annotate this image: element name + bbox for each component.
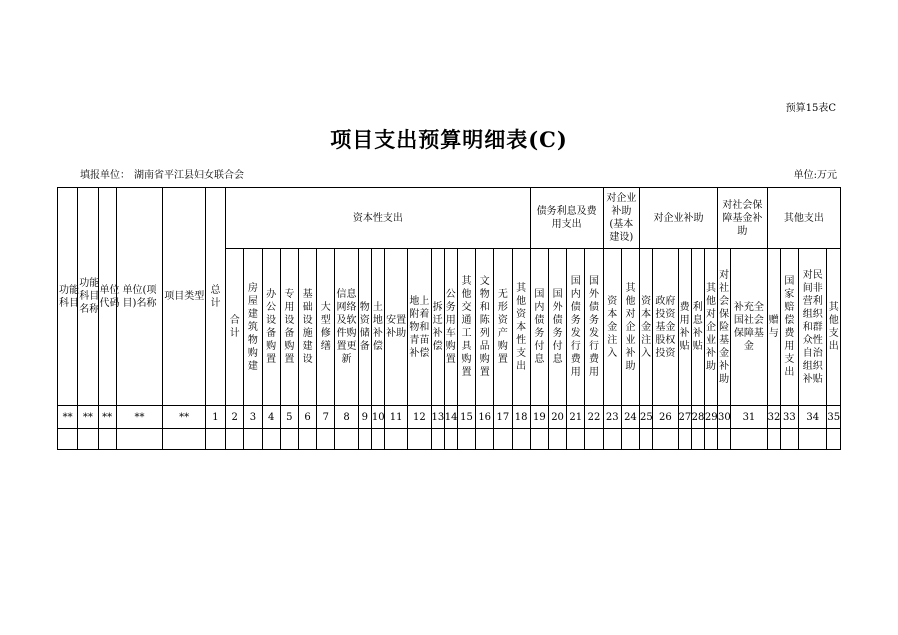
header-cell: 其他对企业补助 xyxy=(621,249,639,406)
empty-cell xyxy=(457,429,475,450)
empty-cell xyxy=(371,429,384,450)
header-cell: 拆迁补偿 xyxy=(431,249,444,406)
group-header: 债务利息及费用支出 xyxy=(530,188,603,249)
column-number-cell: 34 xyxy=(799,406,827,429)
column-number-cell: 26 xyxy=(653,406,678,429)
empty-cell xyxy=(494,429,512,450)
empty-cell xyxy=(704,429,717,450)
column-number-cell: 19 xyxy=(530,406,548,429)
header-cell: 无形资产购置 xyxy=(494,249,512,406)
empty-cell xyxy=(116,429,163,450)
column-number-cell: 27 xyxy=(678,406,691,429)
header-cell: 总计 xyxy=(205,188,225,406)
column-number-cell: ** xyxy=(116,406,163,429)
header-cell: 单位代码 xyxy=(98,188,116,406)
empty-cell xyxy=(226,429,244,450)
header-cell: 项目类型 xyxy=(163,188,206,406)
empty-cell xyxy=(358,429,371,450)
empty-cell xyxy=(718,429,731,450)
header-cell: 国外债务付息 xyxy=(548,249,566,406)
header-cell: 国内债务付息 xyxy=(530,249,548,406)
column-number-cell: 12 xyxy=(408,406,431,429)
column-number-cell: 28 xyxy=(691,406,704,429)
empty-cell xyxy=(408,429,431,450)
empty-cell xyxy=(621,429,639,450)
header-cell: 基础设施建设 xyxy=(298,249,316,406)
filler-name: 湖南省平江县妇女联合会 xyxy=(134,170,244,181)
header-cell: 资本金注入 xyxy=(640,249,653,406)
header-cell: 大型修缮 xyxy=(317,249,335,406)
empty-cell xyxy=(298,429,316,450)
header-cell: 信息网络及软件购置更新 xyxy=(335,249,358,406)
column-number-cell: 23 xyxy=(603,406,621,429)
header-cell: 政府投资基金股权投资 xyxy=(653,249,678,406)
empty-cell xyxy=(530,429,548,450)
empty-cell xyxy=(205,429,225,450)
empty-cell xyxy=(548,429,566,450)
header-row-groups xyxy=(58,188,841,249)
column-number-row xyxy=(58,406,841,429)
group-header: 对企业补助(基本建设) xyxy=(603,188,639,249)
group-header: 其他支出 xyxy=(767,188,840,249)
header-cell: 利息补贴 xyxy=(691,249,704,406)
empty-cell xyxy=(585,429,603,450)
column-number-cell: ** xyxy=(58,406,78,429)
empty-cell xyxy=(780,429,798,450)
header-cell: 国家赔偿费用支出 xyxy=(780,249,798,406)
empty-cell xyxy=(335,429,358,450)
column-number-cell: 5 xyxy=(280,406,298,429)
empty-cell xyxy=(58,429,78,450)
empty-cell xyxy=(384,429,407,450)
page-title: 项目支出预算明细表(C) xyxy=(330,127,568,152)
group-header: 对社会保障基金补助 xyxy=(718,188,768,249)
header-cell: 其他资本性支出 xyxy=(512,249,530,406)
empty-cell xyxy=(244,429,262,450)
header-cell: 功能科目名称 xyxy=(78,188,98,406)
empty-cell xyxy=(640,429,653,450)
empty-cell xyxy=(78,429,98,450)
header-cell: 合计 xyxy=(226,249,244,406)
empty-cell xyxy=(476,429,494,450)
group-header: 资本性支出 xyxy=(226,188,531,249)
header-cell: 安置补助 xyxy=(384,249,407,406)
column-number-cell: 17 xyxy=(494,406,512,429)
header-cell: 费用补贴 xyxy=(678,249,691,406)
column-number-cell: ** xyxy=(98,406,116,429)
empty-cell xyxy=(603,429,621,450)
header-cell: 单位(项目)名称 xyxy=(116,188,163,406)
empty-cell xyxy=(767,429,780,450)
header-cell: 公务用车购置 xyxy=(444,249,457,406)
empty-cell xyxy=(731,429,767,450)
header-cell: 物资储备 xyxy=(358,249,371,406)
empty-cell xyxy=(653,429,678,450)
empty-data-row xyxy=(58,429,841,450)
header-cell: 国外债务发行费用 xyxy=(585,249,603,406)
column-number-cell: 33 xyxy=(780,406,798,429)
header-cell: 其他交通工具购置 xyxy=(457,249,475,406)
header-cell: 其他支出 xyxy=(827,249,841,406)
header-cell: 文物和陈列品购置 xyxy=(476,249,494,406)
header-cell: 对社会保险基金补助 xyxy=(718,249,731,406)
filler-label: 填报单位： xyxy=(80,170,130,181)
column-number-cell: 21 xyxy=(567,406,585,429)
column-number-cell: 24 xyxy=(621,406,639,429)
budget-table xyxy=(57,187,841,450)
group-header: 对企业补助 xyxy=(640,188,718,249)
header-cell: 地上附着物和青苗补偿 xyxy=(408,249,431,406)
filler-unit xyxy=(80,166,244,181)
column-number-cell: 29 xyxy=(704,406,717,429)
header-cell: 办公设备购置 xyxy=(262,249,280,406)
empty-cell xyxy=(691,429,704,450)
empty-cell xyxy=(444,429,457,450)
empty-cell xyxy=(678,429,691,450)
empty-cell xyxy=(512,429,530,450)
column-number-cell: 20 xyxy=(548,406,566,429)
empty-cell xyxy=(799,429,827,450)
empty-cell xyxy=(567,429,585,450)
header-cell: 国内债务发行费用 xyxy=(567,249,585,406)
header-cell: 补充全国社会保障基金 xyxy=(731,249,767,406)
column-number-cell: 13 xyxy=(431,406,444,429)
column-number-cell: ** xyxy=(163,406,206,429)
column-number-cell: 2 xyxy=(226,406,244,429)
header-cell: 资本金注入 xyxy=(603,249,621,406)
column-number-cell: 16 xyxy=(476,406,494,429)
empty-cell xyxy=(317,429,335,450)
empty-cell xyxy=(280,429,298,450)
column-number-cell: 15 xyxy=(457,406,475,429)
column-number-cell: 25 xyxy=(640,406,653,429)
column-number-cell: 18 xyxy=(512,406,530,429)
header-cell: 赠与 xyxy=(767,249,780,406)
column-number-cell: 30 xyxy=(718,406,731,429)
header-cell: 功能科目 xyxy=(58,188,78,406)
column-number-cell: 4 xyxy=(262,406,280,429)
unit-label: 单位:万元 xyxy=(793,170,837,181)
empty-cell xyxy=(163,429,206,450)
header-cell: 土地补偿 xyxy=(371,249,384,406)
column-number-cell: 8 xyxy=(335,406,358,429)
empty-cell xyxy=(431,429,444,450)
column-number-cell: 22 xyxy=(585,406,603,429)
column-number-cell: 32 xyxy=(767,406,780,429)
header-cell: 其他对企业补助 xyxy=(704,249,717,406)
header-cell: 房屋建筑物购建 xyxy=(244,249,262,406)
header-cell: 对民间非营利组织和群众性自治组织补贴 xyxy=(799,249,827,406)
column-number-cell: 9 xyxy=(358,406,371,429)
column-number-cell: 1 xyxy=(205,406,225,429)
empty-cell xyxy=(98,429,116,450)
column-number-cell: 11 xyxy=(384,406,407,429)
column-number-cell: 10 xyxy=(371,406,384,429)
column-number-cell: 3 xyxy=(244,406,262,429)
empty-cell xyxy=(262,429,280,450)
form-code: 预算15表C xyxy=(785,103,836,114)
header-cell: 专用设备购置 xyxy=(280,249,298,406)
empty-cell xyxy=(827,429,841,450)
column-number-cell: 6 xyxy=(298,406,316,429)
column-number-cell: ** xyxy=(78,406,98,429)
column-number-cell: 35 xyxy=(827,406,841,429)
column-number-cell: 14 xyxy=(444,406,457,429)
column-number-cell: 31 xyxy=(731,406,767,429)
column-number-cell: 7 xyxy=(317,406,335,429)
